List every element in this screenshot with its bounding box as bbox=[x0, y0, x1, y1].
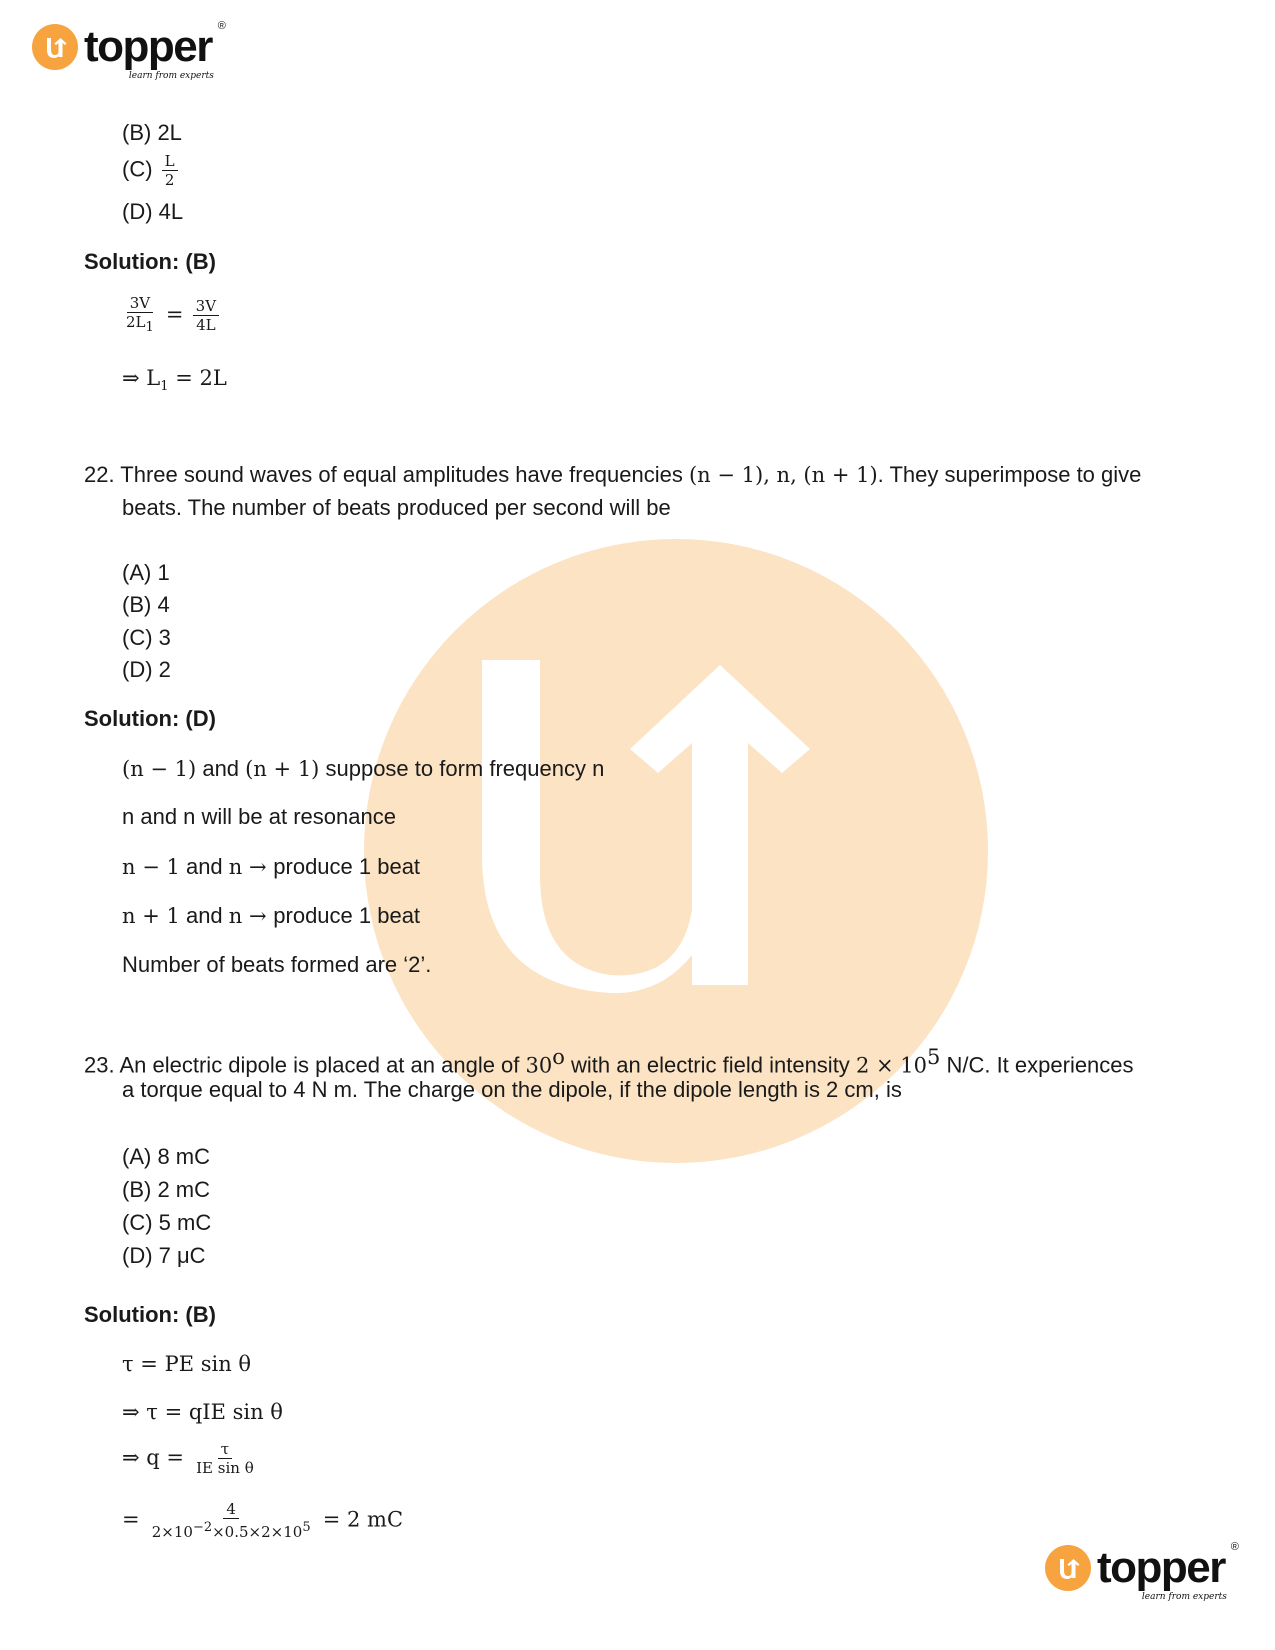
option-c: (C) 3 bbox=[122, 625, 171, 650]
up-arrow-icon bbox=[1045, 1545, 1091, 1591]
question-22-line2: beats. The number of beats produced per second will be bbox=[122, 495, 671, 520]
option-b: (B) 4 bbox=[122, 592, 170, 617]
up-arrow-icon bbox=[32, 24, 78, 70]
solution-label: Solution: (B) bbox=[84, 249, 216, 274]
brand-logo-bottom bbox=[1045, 1541, 1239, 1602]
option-c: (C) $\frac{L}{2}$ bbox=[122, 152, 181, 189]
solution-line: n − 1 and n → produce 1 beat bbox=[122, 854, 421, 879]
option-a: (A) 8 mC bbox=[122, 1144, 210, 1169]
equation: = $\frac{4}{2\times 10^{-2}\times 0.5\times 2\times 10^5}$ = 2 mC bbox=[122, 1500, 404, 1541]
question-23: 23. An electric dipole is placed at an angle of 30$^o$ with an electric field intensity $2 \times 10^5$ N/C. It experiences bbox=[84, 1045, 1134, 1078]
equation: τ = PE sin θ bbox=[122, 1352, 252, 1376]
option-b: (B) 2L bbox=[122, 120, 182, 145]
brand-logo-top bbox=[32, 20, 226, 81]
option-b: (B) 2 mC bbox=[122, 1177, 210, 1202]
equation: $\frac{3V}{2L_1}$ = $\frac{3V}{4L}$ bbox=[120, 294, 222, 337]
brand-name: topper ® learn from experts bbox=[1097, 1541, 1239, 1602]
solution-label: Solution: (D) bbox=[84, 706, 216, 731]
equation: ⇒ q = $\frac{\tau}{\text{IE sin θ}}$ bbox=[122, 1440, 254, 1477]
brand-tagline: learn from experts bbox=[128, 71, 214, 81]
solution-line: (n − 1) and (n + 1) suppose to form frequency n bbox=[122, 756, 605, 781]
brand-name: topper ® learn from experts bbox=[84, 20, 226, 81]
solution-line: n + 1 and n → produce 1 beat bbox=[122, 903, 421, 928]
option-c: (C) 5 mC bbox=[122, 1210, 212, 1235]
fraction: $\frac{L}{2}$ bbox=[162, 152, 178, 189]
option-d: (D) 7 μC bbox=[122, 1243, 206, 1268]
registered-mark: ® bbox=[217, 20, 226, 32]
question-22: 22. Three sound waves of equal amplitudes have frequencies (n − 1), n, (n + 1). They superimpose to give bbox=[84, 462, 1142, 487]
option-a: (A) 1 bbox=[122, 560, 170, 585]
option-d: (D) 2 bbox=[122, 657, 171, 682]
question-23-line2: a torque equal to 4 N m. The charge on the dipole, if the dipole length is 2 cm, is bbox=[122, 1077, 902, 1102]
brand-tagline: learn from experts bbox=[1141, 1592, 1227, 1602]
solution-label: Solution: (B) bbox=[84, 1302, 216, 1327]
equation: ⇒ τ = qIE sin θ bbox=[122, 1400, 283, 1424]
option-d: (D) 4L bbox=[122, 199, 184, 224]
solution-line: n and n will be at resonance bbox=[122, 804, 396, 829]
equation: ⇒ $L_1 = 2L$ bbox=[122, 366, 227, 395]
registered-mark: ® bbox=[1230, 1541, 1239, 1553]
solution-line: Number of beats formed are ‘2’. bbox=[122, 952, 432, 977]
